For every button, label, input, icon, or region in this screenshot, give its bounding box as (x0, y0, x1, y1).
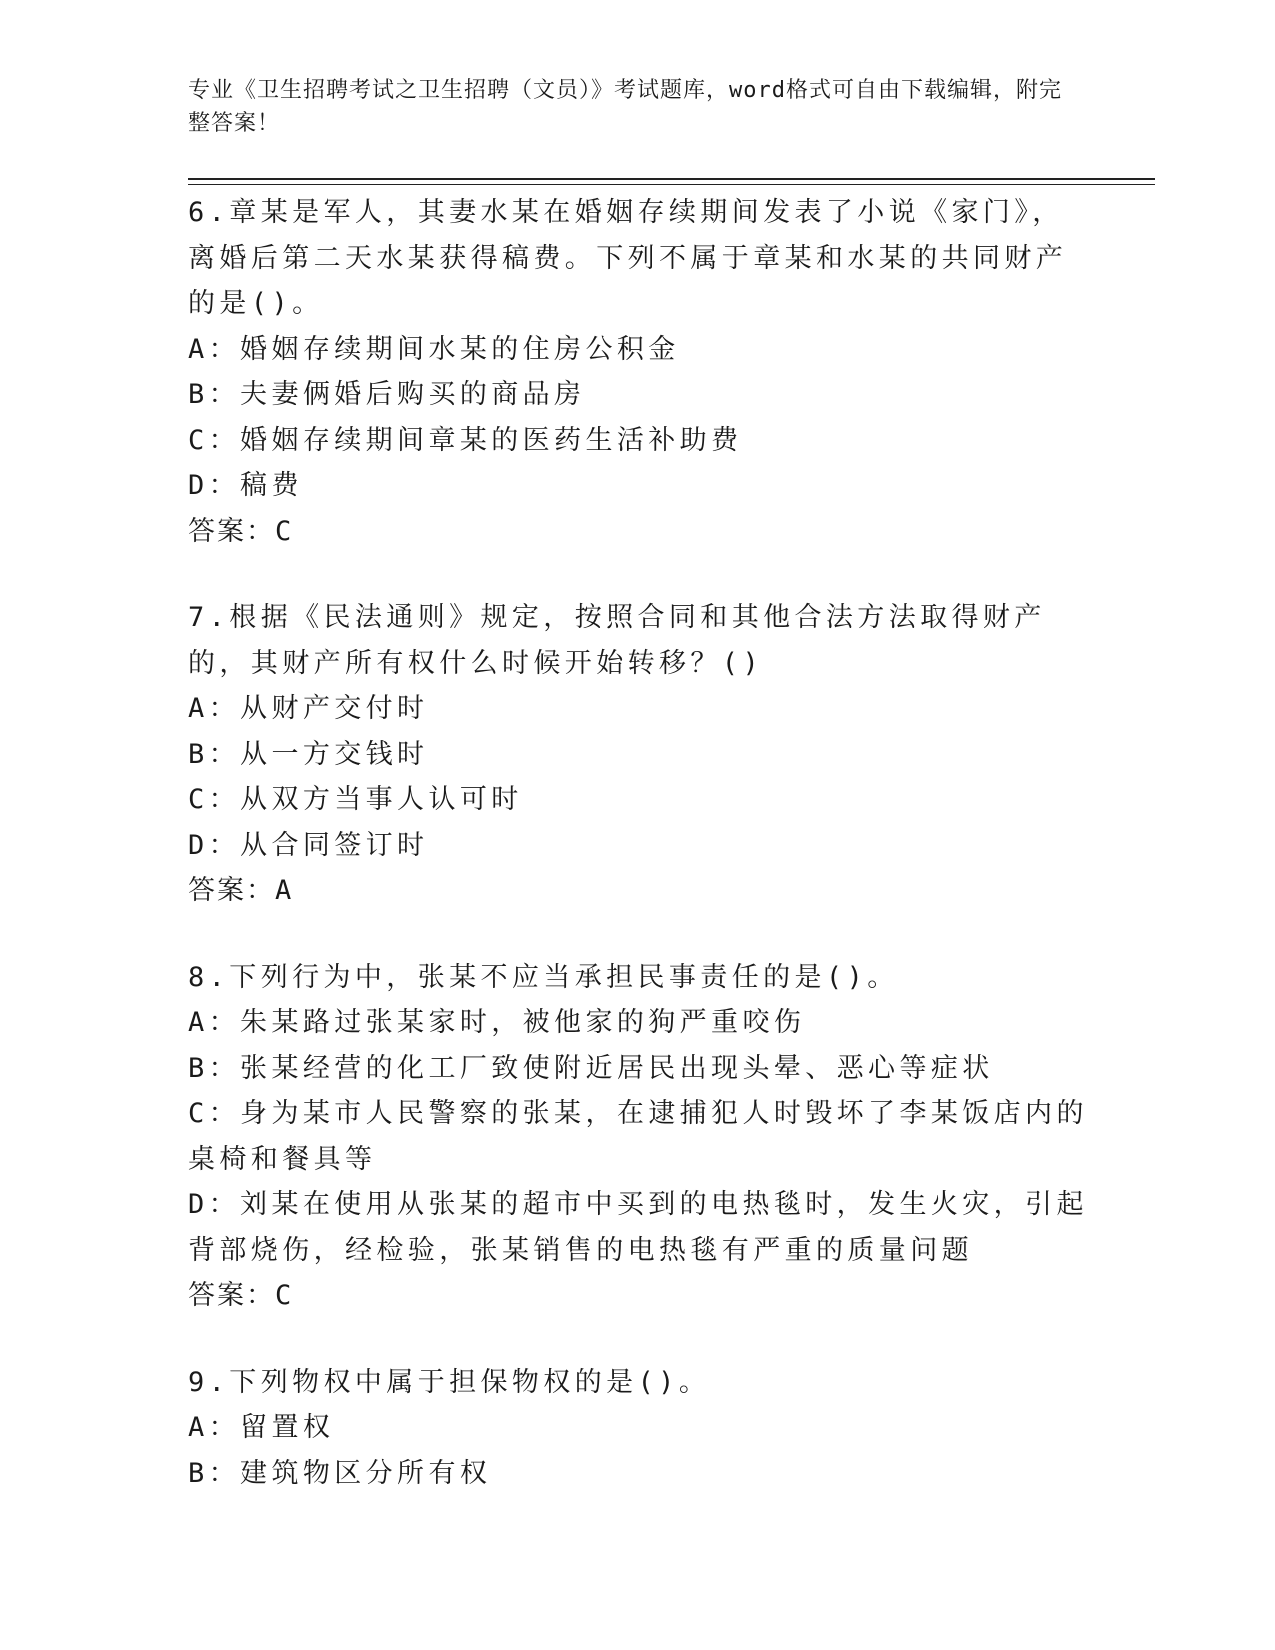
option-b: B：从一方交钱时 (188, 738, 429, 770)
option-d: D：刘某在使用从张某的超市中买到的电热毯时，发生火灾，引起背部烧伤，经检验，张某销售的电热毯有严重的质量问题 (188, 1189, 1088, 1266)
answer-label: 答案： (188, 875, 275, 906)
question-7 (188, 595, 1088, 914)
option-c: C：身为某市人民警察的张某，在逮捕犯人时毁坏了李某饭店内的桌椅和餐具等 (188, 1098, 1088, 1175)
option-d: D：从合同签订时 (188, 829, 429, 861)
answer-label: 答案： (188, 515, 275, 547)
answer-value: A (275, 875, 294, 906)
question-stem: 6.章某是军人，其妻水某在婚姻存续期间发表了小说《家门》，离婚后第二天水某获得稿费。下列不属于章某和水某的共同财产的是()。 (188, 197, 1068, 319)
option-a: A：留置权 (188, 1412, 335, 1443)
answer-line (188, 509, 1088, 555)
option-b: B：建筑物区分所有权 (188, 1457, 492, 1489)
option-b: B：张某经营的化工厂致使附近居民出现头晕、恶心等症状 (188, 1052, 994, 1084)
header-rule-thick (188, 178, 1155, 180)
question-stem: 7.根据《民法通则》规定，按照合同和其他合法方法取得财产的，其财产所有权什么时候开始转移？() (188, 602, 1046, 679)
question-9 (188, 1360, 1088, 1497)
option-c: C：从双方当事人认可时 (188, 784, 523, 815)
answer-value: C (275, 515, 294, 547)
answer-line (188, 868, 1088, 914)
question-8 (188, 955, 1088, 1319)
option-a: A：从财产交付时 (188, 693, 429, 724)
answer-line (188, 1273, 1088, 1319)
option-b: B：夫妻俩婚后购买的商品房 (188, 379, 586, 410)
header-rule-thin (188, 184, 1155, 185)
answer-value: C (275, 1280, 294, 1311)
document-header: 专业《卫生招聘考试之卫生招聘（文员）》考试题库，word格式可自由下载编辑，附完整答案！ (188, 78, 1062, 136)
option-a: A：婚姻存续期间水某的住房公积金 (188, 333, 680, 365)
question-list (188, 190, 1088, 1537)
question-stem: 8.下列行为中，张某不应当承担民事责任的是()。 (188, 961, 899, 993)
question-stem: 9.下列物权中属于担保物权的是()。 (188, 1366, 711, 1398)
answer-label: 答案： (188, 1280, 275, 1311)
option-c: C：婚姻存续期间章某的医药生活补助费 (188, 424, 743, 456)
option-d: D：稿费 (188, 470, 303, 501)
option-a: A：朱某路过张某家时，被他家的狗严重咬伤 (188, 1007, 806, 1038)
question-6 (188, 190, 1088, 554)
